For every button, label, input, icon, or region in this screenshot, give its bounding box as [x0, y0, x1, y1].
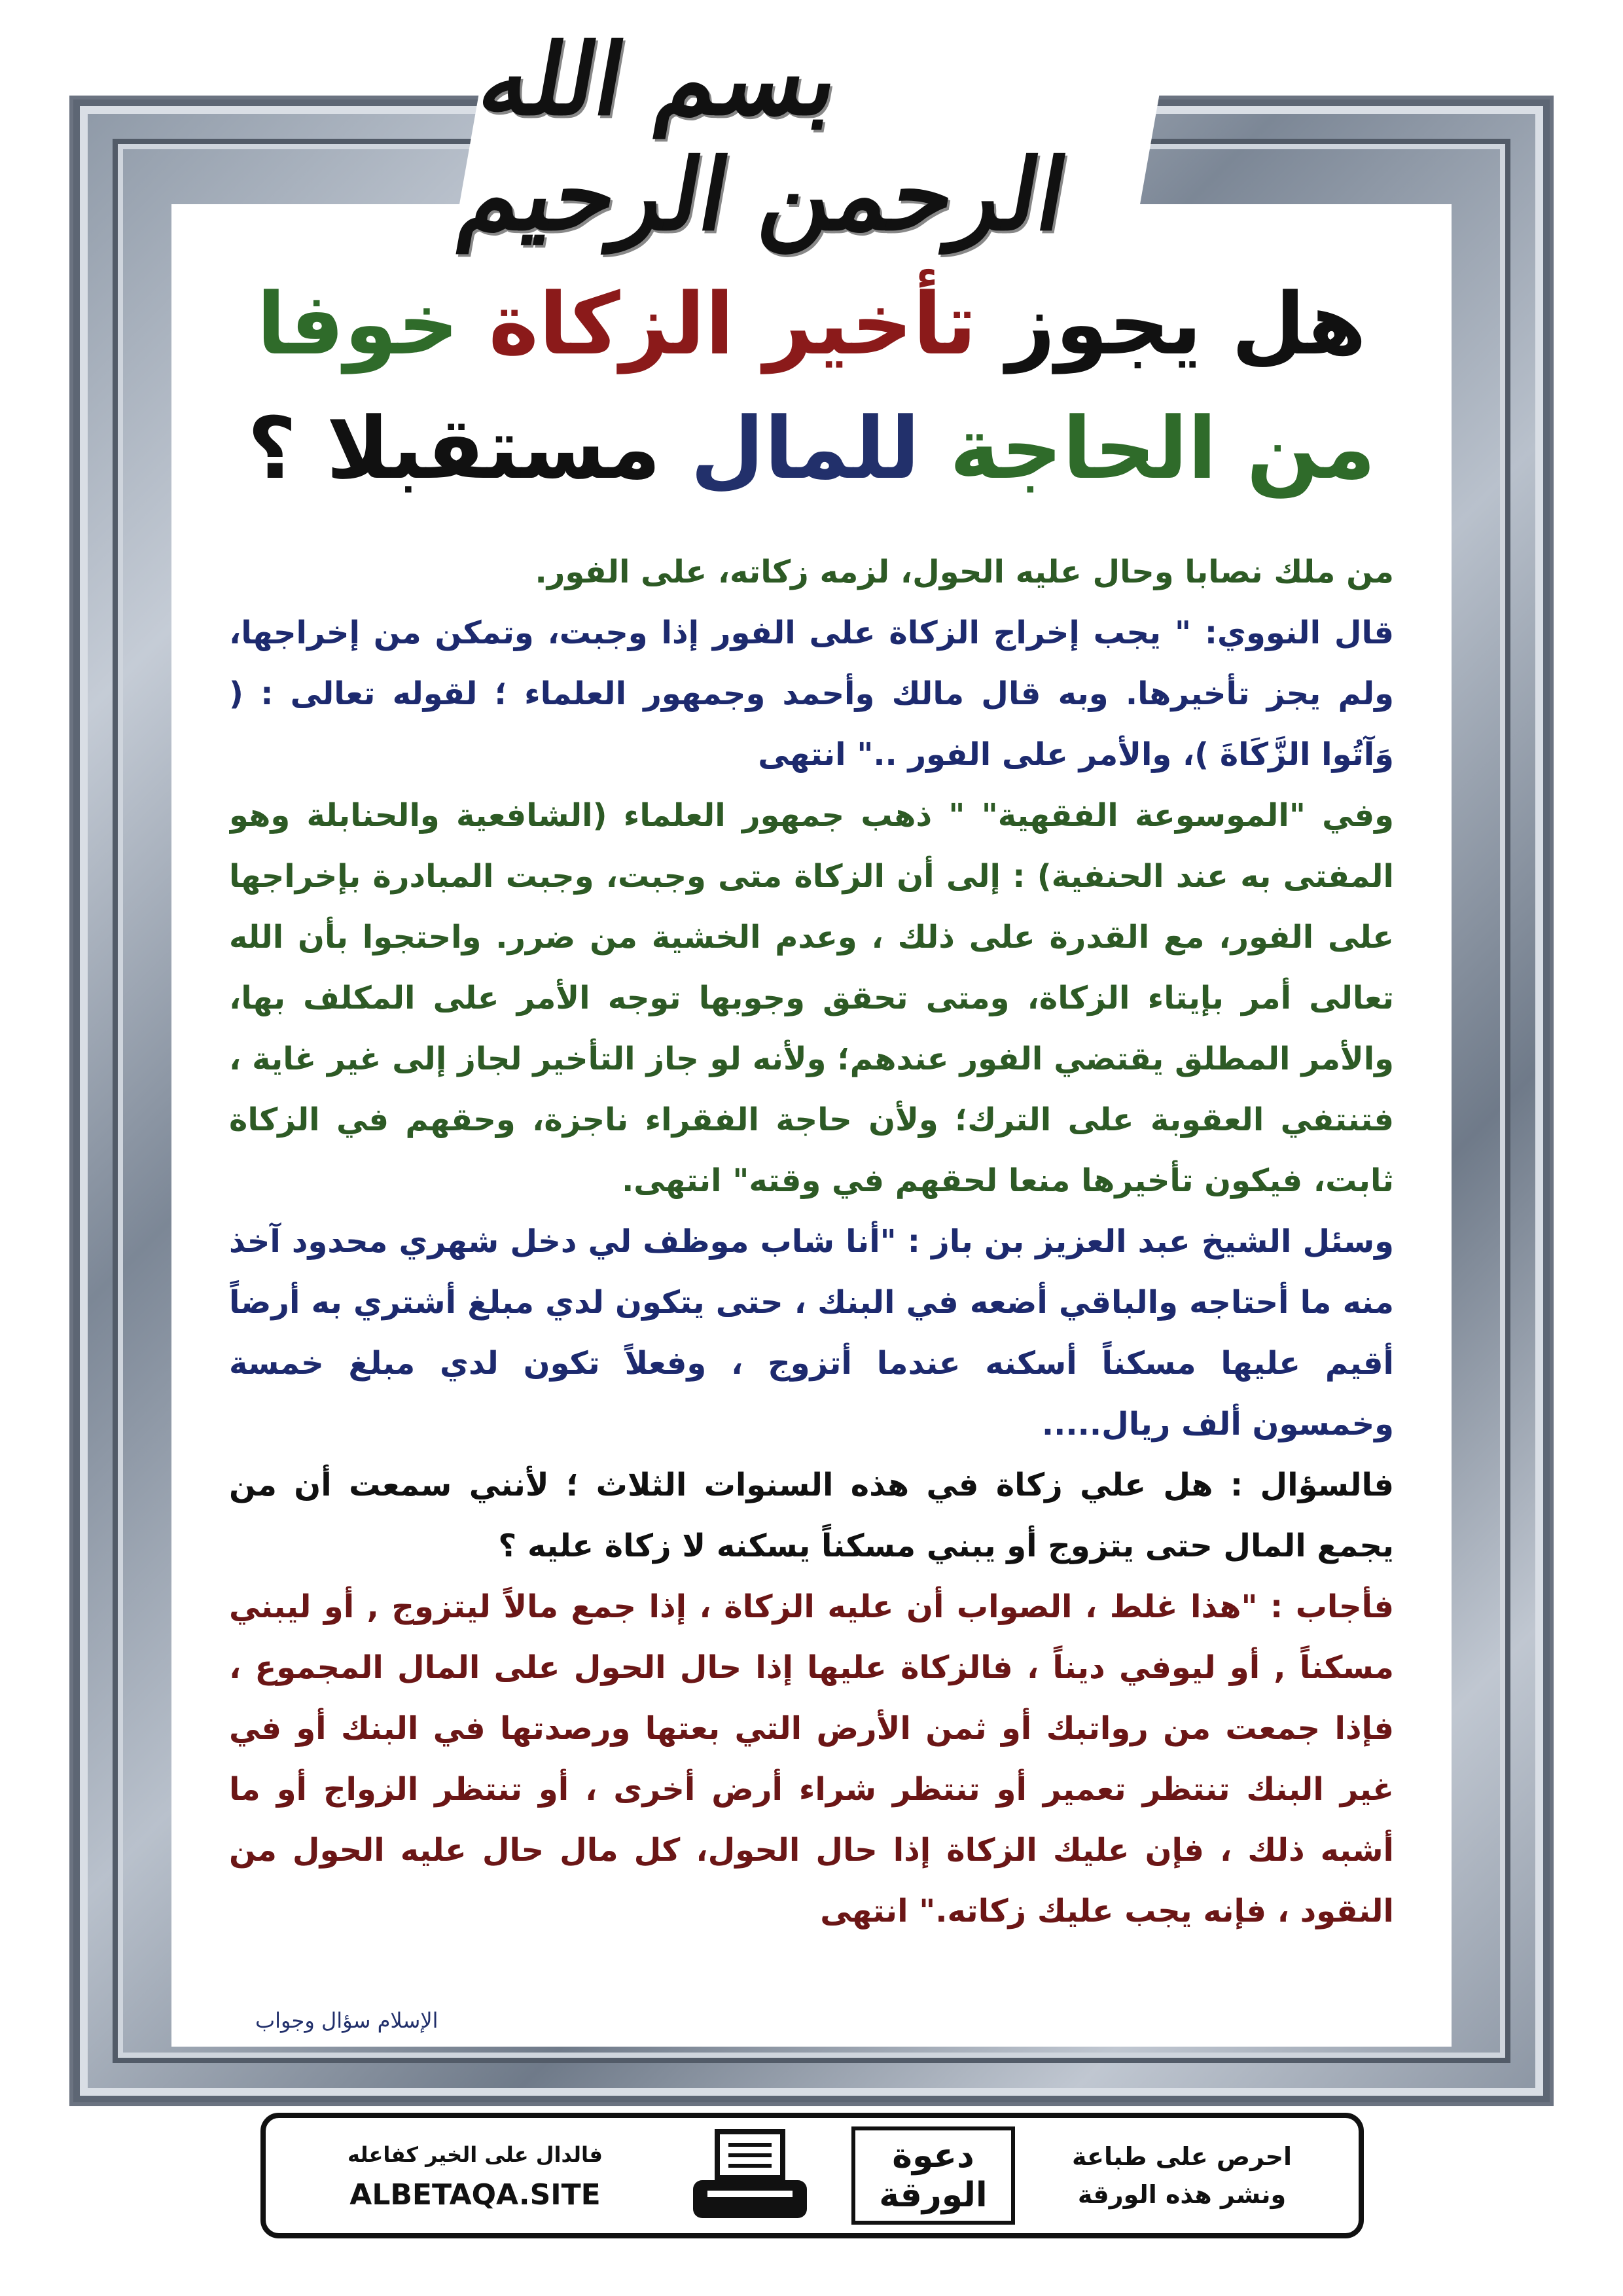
- title-part: تأخير الزكاة: [488, 274, 977, 374]
- logo-box: [851, 2126, 1015, 2225]
- title-part: هل يجوز: [1006, 274, 1366, 374]
- paragraph: فأجاب : "هذا غلط ، الصواب أن عليه الزكاة ، إذا جمع مالاً ليتزوج , أو ليبني مسكناً , أو ليوفي ديناً ، فالزكاة عليها إذا حال الحول على المال المجموع ، فإذا جمعت من رواتبك أو ثمن الأرض التي بعتها ورصدتها في البنك أو في غير البنك تنتظر تعمير أو تنتظر شراء أرض أخرى ، أو تنتظر الزواج أو ما أشبه ذلك ، فإن عليك الزكاة إذا حال الحول، كل مال حال عليه الحول من النقود ، فإنه يجب عليك زكاته." انتهى: [229, 1588, 1394, 1929]
- print-reminder-line: ونشر هذه الورقة: [1077, 2180, 1287, 2209]
- site-link[interactable]: ALBETAQA.SITE: [349, 2178, 601, 2212]
- paragraph: وسئل الشيخ عبد العزيز بن باز : "أنا شاب موظف لي دخل شهري محدود آخذ منه ما أحتاجه والباقي أضعه في البنك ، حتى يتكون لدي مبلغ أشتري به أرضاً أقيم عليها مسكناً أسكنه عندما أتزوج ، وفعلاً تكون لدي مبلغ خمسة وخمسون ألف ريال.....: [229, 1223, 1394, 1443]
- logo-word: دعوة: [892, 2136, 974, 2176]
- basmala-calligraphy: بسم الله الرحمن الرحيم: [452, 26, 1171, 249]
- title-part: من الحاجة: [949, 399, 1376, 498]
- paragraph: قال النووي: " يجب إخراج الزكاة على الفور إذا وجبت، وتمكن من إخراجها، ولم يجز تأخيرها. وبه قال مالك وأحمد وجمهور العلماء ؛ لقوله تعالى : ( وَآتُوا الزَّكَاةَ )، والأمر على الفور .." انتهى: [229, 615, 1394, 773]
- printer-icon: [678, 2118, 822, 2233]
- print-reminder: [1025, 2118, 1339, 2233]
- printer-icon-svg: [688, 2126, 812, 2225]
- logo-word: الورقة: [879, 2176, 988, 2215]
- paragraph: وفي "الموسوعة الفقهية" " ذهب جمهور العلماء (الشافعية والحنابلة وهو المفتى به عند الحنفية) : إلى أن الزكاة متى وجبت، وجبت المبادرة بإخراجها على الفور، مع القدرة على ذلك ، وعدم الخشية من ضرر. واحتجوا بأن الله تعالى أمر بإيتاء الزكاة، ومتى تحقق وجوبها توجه الأمر على المكلف بها، والأمر المطلق يقتضي الفور عندهم؛ ولأنه لو جاز التأخير لجاز إلى غير غاية ، فتنتفي العقوبة على الترك؛ ولأن حاجة الفقراء ناجزة، وحقهم في الزكاة ثابت، فيكون تأخيرها منعا لحقهم في وقته" انتهى.: [229, 797, 1394, 1199]
- footer-banner: [260, 2113, 1364, 2238]
- paragraph: فالسؤال : هل علي زكاة في هذه السنوات الثلاث ؛ لأنني سمعت أن من يجمع المال حتى يتزوج أو يبني مسكناً يسكنه لا زكاة عليه ؟: [229, 1467, 1394, 1564]
- brand-logo: [835, 2118, 1031, 2233]
- page-title: [171, 262, 1452, 511]
- title-part: خوفا: [257, 274, 459, 374]
- article-body: [229, 542, 1394, 2041]
- footer-slogan: [285, 2118, 665, 2233]
- title-part: ؟: [247, 399, 297, 498]
- title-line-2: [171, 386, 1452, 511]
- title-line-1: [171, 262, 1452, 386]
- title-part: للمال: [690, 399, 920, 498]
- paragraph: من ملك نصابا وحال عليه الحول، لزمه زكاته، على الفور.: [535, 554, 1394, 590]
- title-part: مستقبلا: [326, 399, 661, 498]
- slogan-text: فالدال على الخير كفاعله: [348, 2142, 603, 2167]
- source-credit: الإسلام سؤال وجواب: [255, 2008, 438, 2033]
- print-reminder-line: احرص على طباعة: [1071, 2142, 1293, 2171]
